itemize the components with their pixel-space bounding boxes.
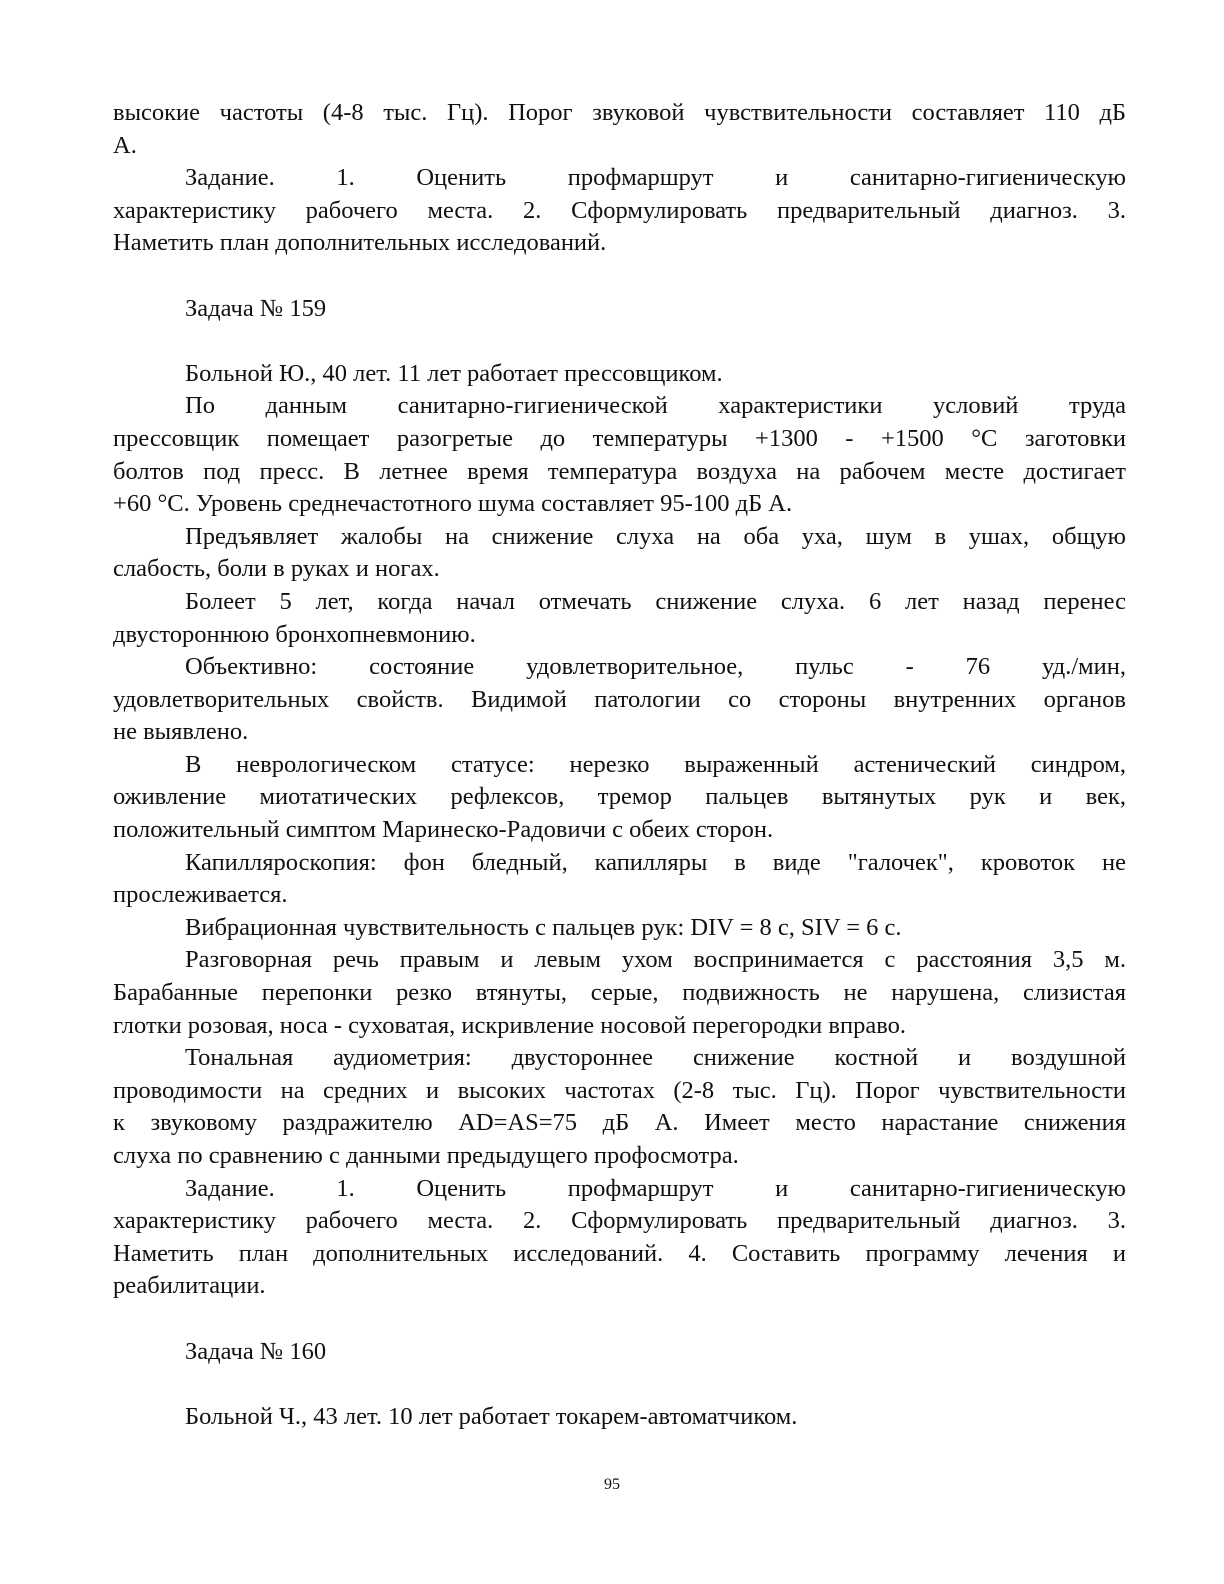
text-line: не выявлено. [113, 718, 249, 746]
text-line: оживление миотатических рефлексов, тремор пальцев вытянутых рук и век, [113, 783, 1126, 811]
text-line: Болеет 5 лет, когда начал отмечать снижение слуха. 6 лет назад перенес [185, 587, 1126, 615]
task-assignment-line: Задание. 1. Оценить профмаршрут и санитарно-гигиеническую [185, 164, 1126, 192]
text-line: глотки розовая, носа - суховатая, искривление носовой перегородки вправо. [113, 1011, 906, 1039]
task-assignment-line: Задание. 1. Оценить профмаршрут и санитарно-гигиеническую [185, 1174, 1126, 1202]
text-line: слабость, боли в руках и ногах. [113, 555, 440, 583]
text-line: Вибрационная чувствительность с пальцев рук: DIV = 8 с, SIV = 6 с. [185, 913, 902, 941]
text-line: проводимости на средних и высоких частотах (2-8 тыс. Гц). Порог чувствительности [113, 1076, 1126, 1104]
text-line: высокие частоты (4-8 тыс. Гц). Порог звуковой чувствительности составляет 110 дБ [113, 99, 1126, 126]
task-heading-159: Задача № 159 [185, 294, 327, 322]
text-line: слуха по сравнению с данными предыдущего профосмотра. [113, 1142, 739, 1169]
task-heading-160: Задача № 160 [185, 1337, 327, 1365]
text-line: прослеживается. [113, 881, 288, 909]
text-line: двустороннюю бронхопневмонию. [113, 620, 476, 648]
text-line: прессовщик помещает разогретые до температуры +1300 - +1500 °С заготовки [113, 424, 1126, 452]
paragraph-gap [113, 1303, 1126, 1336]
text-line: Барабанные перепонки резко втянуты, серые, подвижность не нарушена, слизистая [113, 979, 1126, 1007]
text-line: к звуковому раздражителю AD=AS=75 дБ А. Имеет место нарастание снижения [113, 1109, 1126, 1137]
paragraph-gap [113, 260, 1126, 293]
text-line: А. [113, 131, 137, 159]
text-line: реабилитации. [113, 1272, 266, 1300]
paragraph-gap [113, 1368, 1126, 1401]
text-line: характеристику рабочего места. 2. Сформулировать предварительный диагноз. 3. [113, 196, 1126, 224]
text-line: +60 °С. Уровень среднечастотного шума составляет 95-100 дБ А. [113, 490, 793, 518]
text-line: Разговорная речь правым и левым ухом воспринимается с расстояния 3,5 м. [185, 946, 1126, 974]
patient-intro-line: Больной Ю., 40 лет. 11 лет работает прессовщиком. [185, 359, 723, 387]
text-line: характеристику рабочего места. 2. Сформулировать предварительный диагноз. 3. [113, 1207, 1126, 1235]
patient-intro-line: Больной Ч., 43 лет. 10 лет работает токарем-автоматчиком. [185, 1402, 798, 1430]
text-line: положительный симптом Маринеско-Радовичи с обеих сторон. [113, 816, 774, 844]
text-line: Предъявляет жалобы на снижение слуха на оба уха, шум в ушах, общую [185, 522, 1126, 550]
text-line: удовлетворительных свойств. Видимой патологии со стороны внутренних органов [113, 685, 1126, 713]
text-line: Наметить план дополнительных исследований. [113, 229, 607, 257]
text-line: болтов под пресс. В летнее время температура воздуха на рабочем месте достигает [113, 457, 1126, 485]
text-line: Капилляроскопия: фон бледный, капилляры в виде "галочек", кровоток не [185, 848, 1126, 876]
text-line: Объективно: состояние удовлетворительное, пульс - 76 уд./мин, [185, 653, 1126, 681]
text-line: Наметить план дополнительных исследований. 4. Составить программу лечения и [113, 1239, 1126, 1267]
document-body [113, 97, 1126, 1433]
page-number: 95 [604, 1476, 620, 1493]
text-line: В неврологическом статусе: нерезко выраженный астенический синдром, [185, 750, 1126, 778]
paragraph-gap [113, 325, 1126, 358]
text-line: Тональная аудиометрия: двустороннее снижение костной и воздушной [185, 1044, 1126, 1072]
text-line: По данным санитарно-гигиенической характеристики условий труда [185, 392, 1126, 420]
